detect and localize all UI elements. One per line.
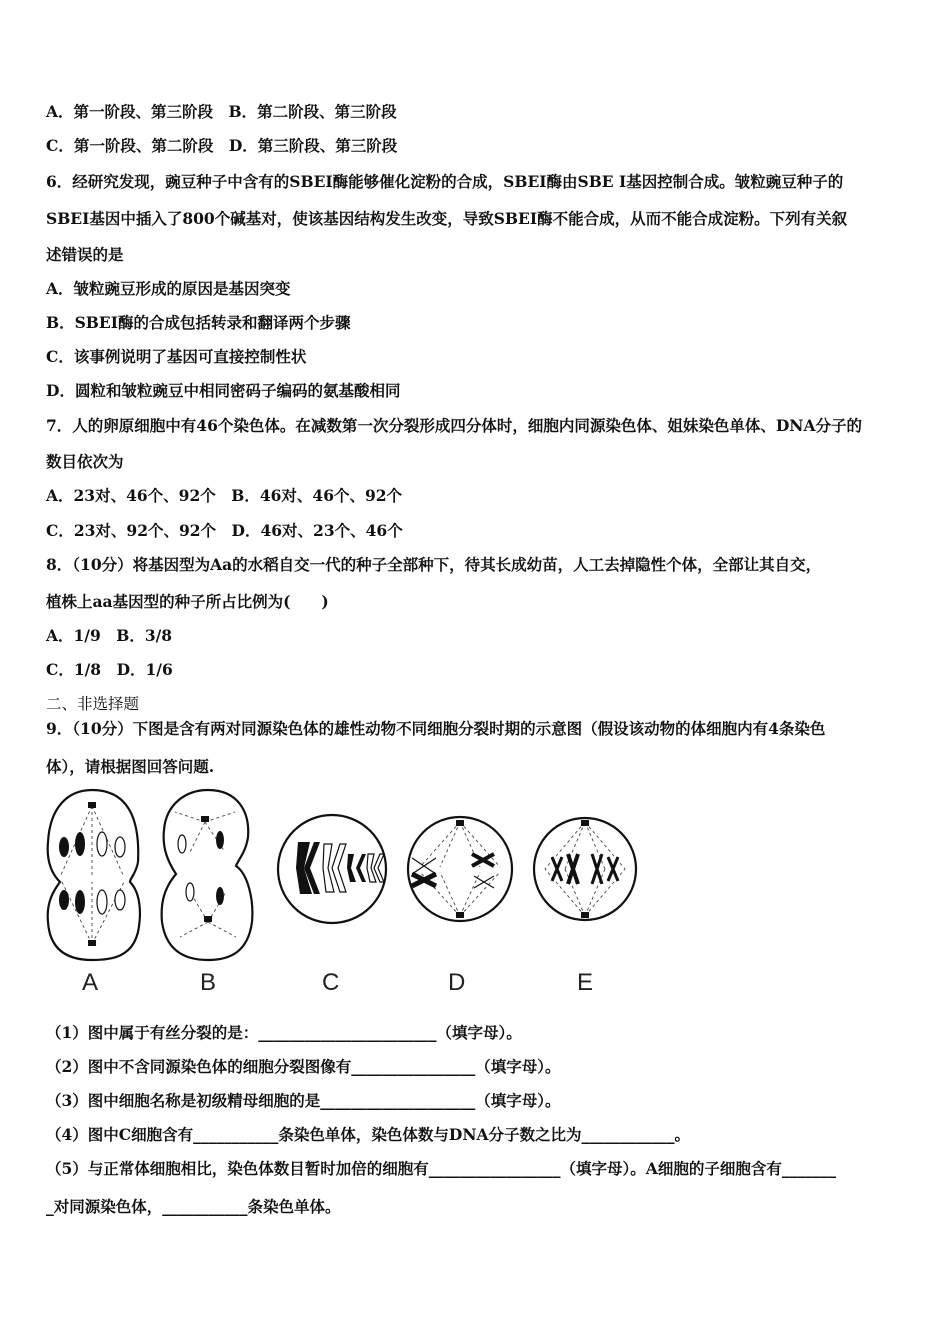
- q9-sub5-line2: _对同源染色体，___________条染色单体。: [46, 1197, 341, 1216]
- section-heading: 二、非选择题: [46, 695, 140, 713]
- q6-option-a: A．皱粒豌豆形成的原因是基因突变: [46, 279, 291, 298]
- q6-stem-line3: 述错误的是: [46, 245, 124, 264]
- label-c: C: [322, 969, 340, 996]
- q9-stem-line1: 9．（10分）下图是含有两对同源染色体的雄性动物不同细胞分裂时期的示意图（假设该动物的体细胞内有4条染色: [46, 719, 826, 738]
- q8-stem-line1: 8．（10分）将基因型为Aa的水稻自交一代的种子全部种下，待其长成幼苗，人工去掉隐性个体，全部让其自交，: [46, 555, 822, 574]
- q8-option-ab: A．1/9 B．3/8: [46, 626, 173, 645]
- q9-sub4: （4）图中C细胞含有___________条染色单体，染色体数与DNA分子数之比为____________。: [46, 1125, 691, 1144]
- label-e: E: [577, 969, 594, 996]
- q5-option-cd: C．第一阶段、第二阶段 D．第三阶段、第三阶段: [46, 136, 398, 155]
- cell-d: [408, 817, 512, 921]
- q8-option-cd: C．1/8 D．1/6: [46, 660, 173, 679]
- q7-option-cd: C．23对、92个、92个 D．46对、23个、46个: [46, 521, 403, 540]
- label-a: A: [82, 969, 99, 996]
- q6-option-d: D．圆粒和皱粒豌豆中相同密码子编码的氨基酸相同: [46, 381, 401, 400]
- q6-option-b: B．SBEI酶的合成包括转录和翻译两个步骤: [46, 313, 351, 332]
- q9-sub3: （3）图中细胞名称是初级精母细胞的是____________________（填字母）。: [46, 1091, 561, 1110]
- q7-stem-line1: 7．人的卵原细胞中有46个染色体。在减数第一次分裂形成四分体时，细胞内同源染色体、姐妹染色单体、DNA分子的: [46, 416, 862, 435]
- cell-division-figure: [40, 782, 650, 1002]
- q9-sub2: （2）图中不含同源染色体的细胞分裂图像有________________（填字母）。: [46, 1057, 561, 1076]
- q6-option-c: C．该事例说明了基因可直接控制性状: [46, 347, 307, 366]
- q7-stem-line2: 数目依次为: [46, 452, 124, 471]
- q9-sub1: （1）图中属于有丝分裂的是：_______________________（填字母）。: [46, 1023, 522, 1042]
- label-b: B: [200, 969, 217, 996]
- label-d: D: [448, 969, 466, 996]
- q7-option-ab: A．23对、46个、92个 B．46对、46个、92个: [46, 486, 403, 505]
- cell-c: [278, 815, 386, 923]
- cell-a: [48, 790, 140, 960]
- cell-e: [534, 818, 636, 920]
- q8-stem-line2: 植株上aa基因型的种子所占比例为( ): [46, 592, 329, 611]
- q6-stem-line1: 6．经研究发现，豌豆种子中含有的SBEI酶能够催化淀粉的合成，SBEI酶由SBE I基因控制合成。皱粒豌豆种子的: [46, 172, 844, 191]
- q9-stem-line2: 体），请根据图回答问题.: [46, 757, 215, 776]
- cell-b: [162, 790, 253, 960]
- q6-stem-line2: SBEI基因中插入了800个碱基对，使该基因结构发生改变，导致SBEI酶不能合成，从而不能合成淀粉。下列有关叙: [46, 209, 848, 228]
- q5-option-ab: A．第一阶段、第三阶段 B．第二阶段、第三阶段: [46, 102, 397, 121]
- q9-sub5-line1: （5）与正常体细胞相比，染色体数目暂时加倍的细胞有_________________（填字母）。A细胞的子细胞含有_______: [46, 1159, 837, 1178]
